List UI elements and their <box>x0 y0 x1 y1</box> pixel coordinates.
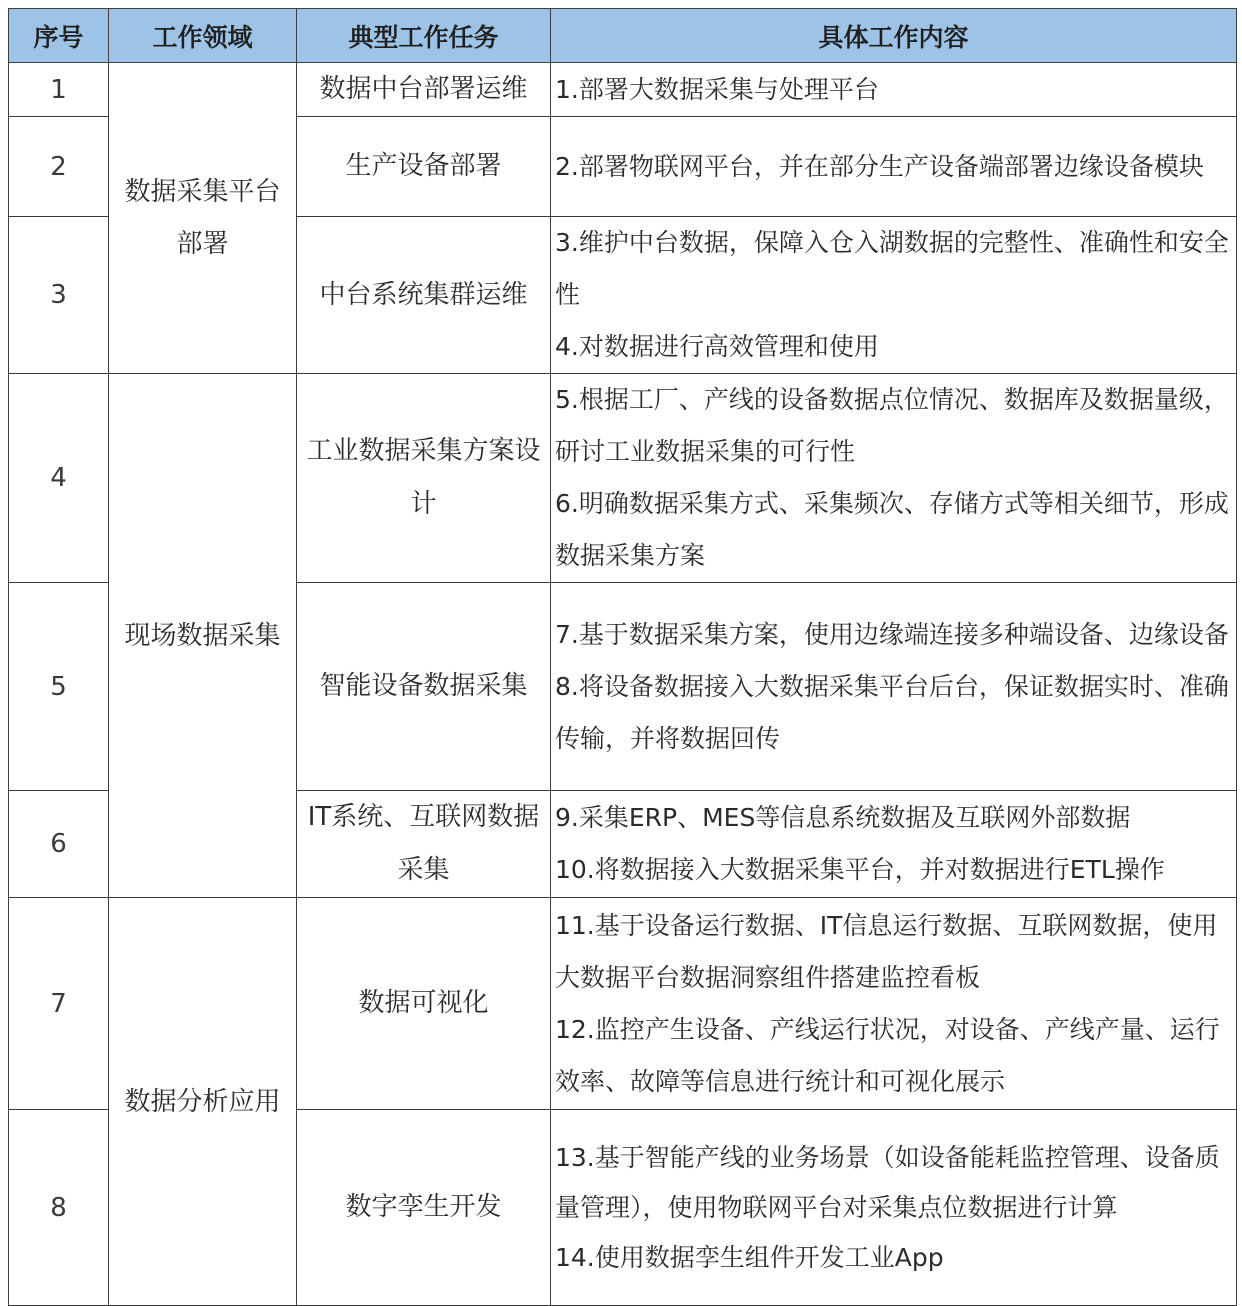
task-cell: 数字孪生开发 <box>297 1110 551 1306</box>
detail-item: 6.明确数据采集方式、采集频次、存储方式等相关细节，形成数据采集方案 <box>555 489 1229 570</box>
header-row <box>9 9 1237 63</box>
table-row <box>9 898 1237 1110</box>
detail-item: 11.基于设备运行数据、IT信息运行数据、互联网数据，使用大数据平台数据洞察组件搭建监控看板 <box>555 910 1218 992</box>
detail-item: 12.监控产生设备、产线运行状况，对设备、产线产量、运行效率、故障等信息进行统计和可视化展示 <box>555 1014 1220 1096</box>
detail-item: 3.维护中台数据，保障入仓入湖数据的完整性、准确性和安全性 <box>555 228 1229 309</box>
detail-cell <box>551 217 1237 374</box>
header-task: 典型工作任务 <box>297 9 551 63</box>
detail-cell <box>551 791 1237 898</box>
detail-item: 9.采集ERP、MES等信息系统数据及互联网外部数据 <box>555 803 1131 832</box>
detail-cell <box>551 374 1237 583</box>
table-row <box>9 63 1237 117</box>
row-number: 8 <box>9 1110 109 1306</box>
task-cell: 数据可视化 <box>297 898 551 1110</box>
row-number: 7 <box>9 898 109 1110</box>
task-cell: 工业数据采集方案设计 <box>297 374 551 583</box>
detail-item: 8.将设备数据接入大数据采集平台后台，保证数据实时、准确传输，并将数据回传 <box>555 671 1229 753</box>
detail-cell <box>551 63 1237 117</box>
task-cell: 中台系统集群运维 <box>297 217 551 374</box>
task-cell: 数据中台部署运维 <box>297 63 551 117</box>
row-number: 4 <box>9 374 109 583</box>
task-cell: 生产设备部署 <box>297 117 551 217</box>
detail-cell <box>551 117 1237 217</box>
detail-item: 10.将数据接入大数据采集平台，并对数据进行ETL操作 <box>555 855 1165 884</box>
row-number: 5 <box>9 583 109 791</box>
detail-item: 2.部署物联网平台，并在部分生产设备端部署边缘设备模块 <box>555 151 1204 181</box>
detail-item: 7.基于数据采集方案，使用边缘端连接多种端设备、边缘设备 <box>555 619 1229 649</box>
header-no: 序号 <box>9 9 109 63</box>
detail-item: 13.基于智能产线的业务场景（如设备能耗监控管理、设备质量管理），使用物联网平台对采集点位数据进行计算 <box>555 1142 1220 1222</box>
detail-item: 14.使用数据孪生组件开发工业App <box>555 1242 944 1272</box>
detail-cell <box>551 583 1237 791</box>
row-number: 6 <box>9 791 109 898</box>
task-cell: 智能设备数据采集 <box>297 583 551 791</box>
header-domain: 工作领域 <box>109 9 297 63</box>
task-cell: IT系统、互联网数据采集 <box>297 791 551 898</box>
header-detail: 具体工作内容 <box>551 9 1237 63</box>
domain-cell: 数据分析应用 <box>109 898 297 1306</box>
detail-cell <box>551 898 1237 1110</box>
detail-item: 5.根据工厂、产线的设备数据点位情况、数据库及数据量级，研讨工业数据采集的可行性 <box>555 385 1229 466</box>
row-number: 3 <box>9 217 109 374</box>
row-number: 1 <box>9 63 109 117</box>
work-task-table <box>8 8 1237 1306</box>
detail-cell <box>551 1110 1237 1306</box>
detail-item: 1.部署大数据采集与处理平台 <box>555 74 879 104</box>
domain-cell: 现场数据采集 <box>109 374 297 898</box>
detail-item: 4.对数据进行高效管理和使用 <box>555 332 879 361</box>
domain-cell: 数据采集平台部署 <box>109 63 297 374</box>
row-number: 2 <box>9 117 109 217</box>
table-row <box>9 374 1237 583</box>
